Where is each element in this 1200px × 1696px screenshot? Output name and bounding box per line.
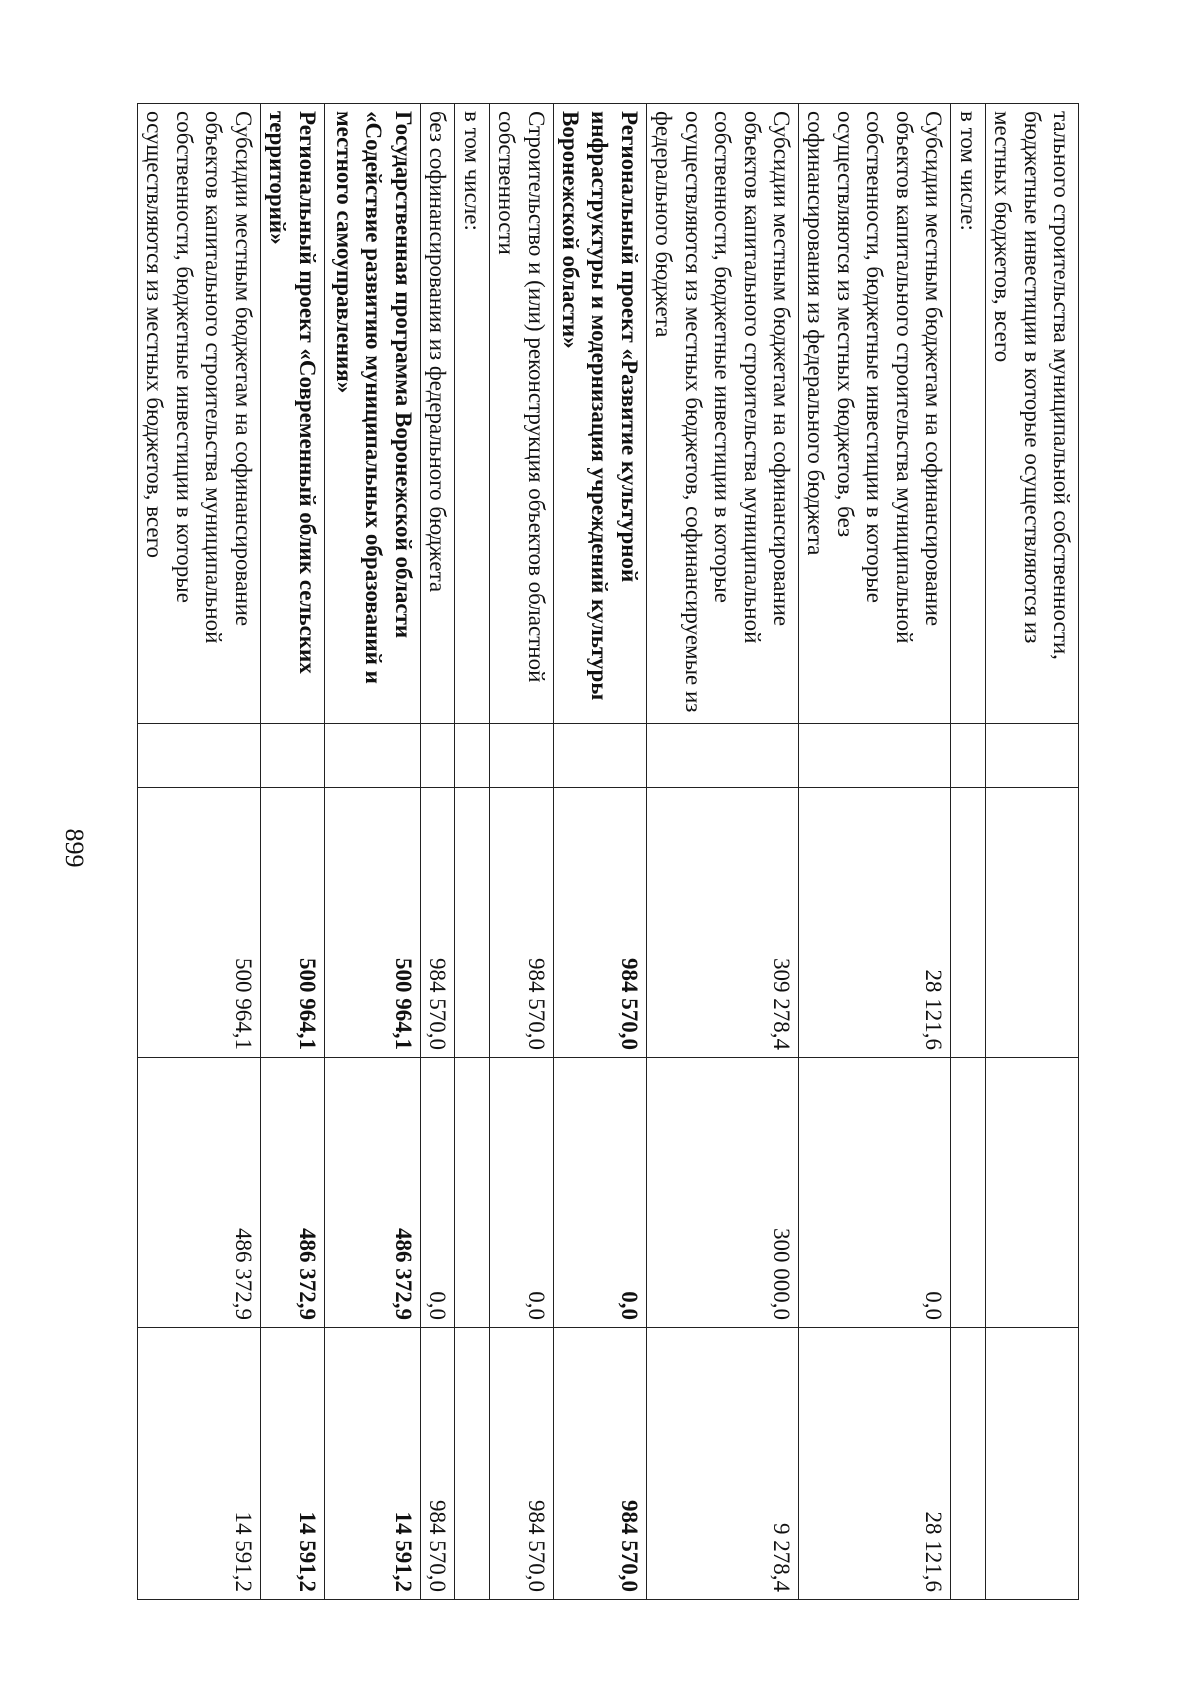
row-value-2-cell	[985, 1058, 1078, 1328]
row-code-cell	[324, 724, 420, 788]
row-value-3-cell: 28 121,6	[799, 1328, 951, 1600]
row-value-3-cell	[951, 1328, 985, 1600]
table-row	[137, 104, 260, 1600]
row-value-1-cell: 500 964,1	[137, 788, 260, 1058]
row-value-3-cell	[455, 1328, 489, 1600]
row-value-1-cell: 500 964,1	[324, 788, 420, 1058]
table-row	[553, 104, 646, 1600]
row-value-1-cell: 984 570,0	[420, 788, 454, 1058]
row-value-3-cell: 984 570,0	[420, 1328, 454, 1600]
row-code-cell	[646, 724, 798, 788]
row-value-3-cell: 14 591,2	[137, 1328, 260, 1600]
table-wrapper	[142, 103, 1079, 1599]
row-label-cell: тального строительства муниципальной собственности, бюджетные инвестиции в которые осуществляются из местных бюджетов, всего	[985, 104, 1078, 724]
row-value-2-cell	[951, 1058, 985, 1328]
table-row	[951, 104, 985, 1600]
row-value-1-cell: 984 570,0	[553, 788, 646, 1058]
table-row	[489, 104, 553, 1600]
row-value-1-cell	[455, 788, 489, 1058]
row-label-cell: Строительство и (или) реконструкция объектов областной собственности	[489, 104, 553, 724]
row-value-2-cell: 0,0	[489, 1058, 553, 1328]
table-row	[985, 104, 1078, 1600]
rotated-table-area	[142, 103, 1079, 1599]
row-value-2-cell: 0,0	[553, 1058, 646, 1328]
row-value-2-cell: 300 000,0	[646, 1058, 798, 1328]
row-label-cell: Субсидии местным бюджетам на софинансирование объектов капитального строительства муниципальной собственности, бюджетные инвестиции в которые осуществляются из местных бюджетов, без софинансирования из федерального бюджета	[799, 104, 951, 724]
row-code-cell	[951, 724, 985, 788]
row-label-cell: без софинансирования из федерального бюджета	[420, 104, 454, 724]
row-label-cell: Субсидии местным бюджетам на софинансирование объектов капитального строительства муниципальной собственности, бюджетные инвестиции в которые осуществляются из местных бюджетов, софинансируемые из федерального бюджета	[646, 104, 798, 724]
row-code-cell	[489, 724, 553, 788]
row-value-2-cell: 486 372,9	[137, 1058, 260, 1328]
budget-table	[137, 103, 1079, 1600]
row-code-cell	[553, 724, 646, 788]
row-code-cell	[420, 724, 454, 788]
row-value-1-cell: 500 964,1	[260, 788, 324, 1058]
row-value-2-cell: 0,0	[420, 1058, 454, 1328]
row-value-1-cell: 984 570,0	[489, 788, 553, 1058]
row-value-2-cell: 486 372,9	[260, 1058, 324, 1328]
table-row	[455, 104, 489, 1600]
table-row	[646, 104, 798, 1600]
row-value-2-cell: 0,0	[799, 1058, 951, 1328]
row-label-cell: Региональный проект «Современный облик сельских территорий»	[260, 104, 324, 724]
table-row	[420, 104, 454, 1600]
row-value-1-cell: 309 278,4	[646, 788, 798, 1058]
row-value-3-cell: 984 570,0	[553, 1328, 646, 1600]
row-code-cell	[137, 724, 260, 788]
table-body	[137, 104, 1078, 1600]
table-row	[799, 104, 951, 1600]
row-label-cell: Региональный проект «Развитие культурной инфраструктуры и модернизация учреждений культуры Воронежской области»	[553, 104, 646, 724]
table-row	[324, 104, 420, 1600]
row-value-3-cell: 14 591,2	[260, 1328, 324, 1600]
row-code-cell	[455, 724, 489, 788]
row-label-cell: Государственная программа Воронежской области «Содействие развитию муниципальных образований и местного самоуправления»	[324, 104, 420, 724]
row-value-1-cell	[951, 788, 985, 1058]
row-value-3-cell: 984 570,0	[489, 1328, 553, 1600]
row-code-cell	[260, 724, 324, 788]
row-value-3-cell: 9 278,4	[646, 1328, 798, 1600]
table-row	[260, 104, 324, 1600]
row-value-2-cell	[455, 1058, 489, 1328]
row-value-1-cell	[985, 788, 1078, 1058]
page-number: 899	[60, 828, 89, 868]
row-value-3-cell: 14 591,2	[324, 1328, 420, 1600]
row-value-3-cell	[985, 1328, 1078, 1600]
row-label-cell: в том числе:	[951, 104, 985, 724]
row-label-cell: в том числе:	[455, 104, 489, 724]
row-value-1-cell: 28 121,6	[799, 788, 951, 1058]
row-code-cell	[799, 724, 951, 788]
row-code-cell	[985, 724, 1078, 788]
row-value-2-cell: 486 372,9	[324, 1058, 420, 1328]
row-label-cell: Субсидии местным бюджетам на софинансирование объектов капитального строительства муниципальной собственности, бюджетные инвестиции в которые осуществляются из местных бюджетов, всего	[137, 104, 260, 724]
